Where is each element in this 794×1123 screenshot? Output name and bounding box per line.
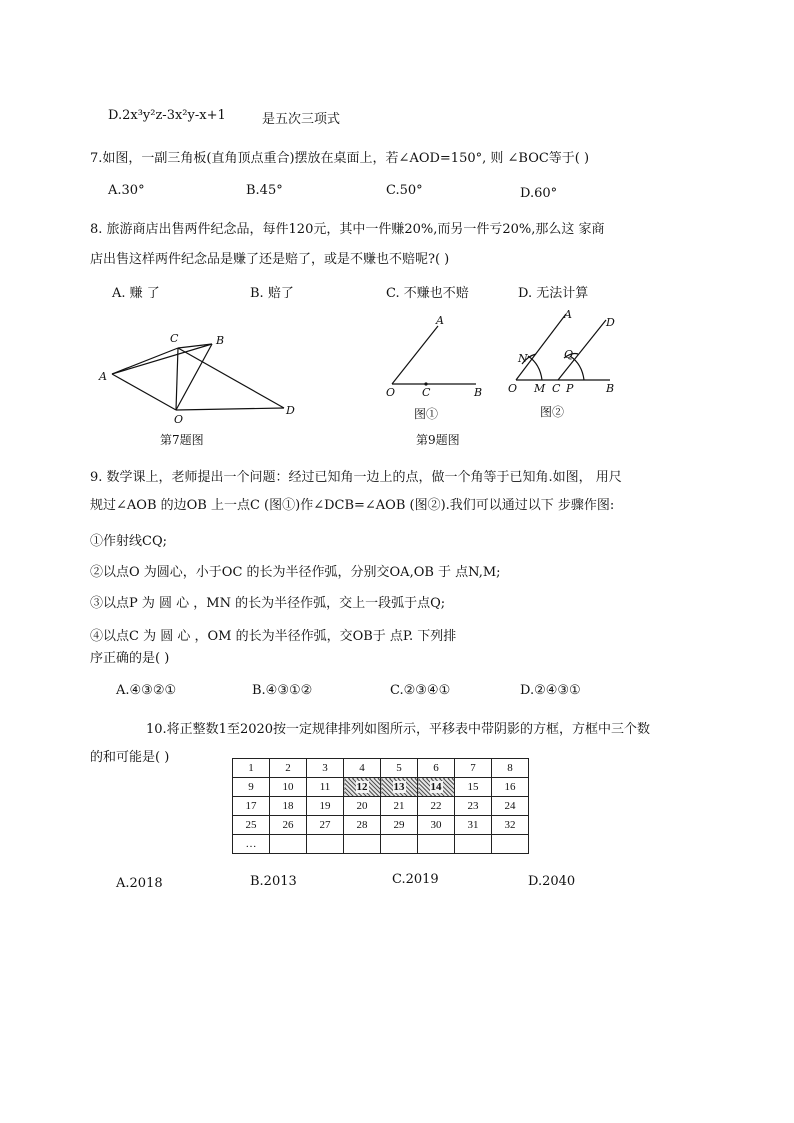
fig7-label-a: A bbox=[99, 370, 107, 383]
figure-7-triangles bbox=[96, 328, 306, 424]
q9-stem-line1: 9. 数学课上，老师提出一个问题：经过已知角一边上的点，做一个角等于已知角.如图， 用尺 bbox=[90, 470, 622, 485]
table-cell: 3 bbox=[307, 759, 344, 778]
q9-step-3: ③以点P 为 圆 心 ，MN 的长为半径作弧，交上一段弧于点Q; bbox=[90, 596, 446, 611]
table-row bbox=[233, 797, 529, 816]
q7-option-a: A.30° bbox=[108, 183, 145, 198]
fig9b-label-p: P bbox=[566, 382, 574, 395]
fig7-label-o: O bbox=[174, 413, 184, 424]
table-cell: 18 bbox=[270, 797, 307, 816]
fig9a-caption: 图① bbox=[414, 407, 439, 421]
table-cell bbox=[307, 835, 344, 854]
fig7-caption: 第7题图 bbox=[160, 433, 204, 447]
table-cell: 31 bbox=[455, 816, 492, 835]
table-cell: 32 bbox=[492, 816, 529, 835]
shaded-cell: 13 bbox=[381, 778, 418, 797]
table-cell bbox=[455, 835, 492, 854]
q10-option-c: C.2019 bbox=[392, 872, 439, 887]
fig9-caption: 第9题图 bbox=[416, 433, 460, 447]
q9-stem-line2: 规过∠AOB 的边OB 上一点C (图①)作∠DCB=∠AOB (图②).我们可以通过以下 步骤作图: bbox=[90, 498, 615, 513]
table-row bbox=[233, 816, 529, 835]
fig9b-caption: 图② bbox=[540, 405, 565, 419]
table-cell: 21 bbox=[381, 797, 418, 816]
number-table bbox=[232, 758, 529, 854]
fig7-label-b: B bbox=[216, 334, 225, 347]
table-cell bbox=[492, 835, 529, 854]
table-cell: 9 bbox=[233, 778, 270, 797]
table-cell: 7 bbox=[455, 759, 492, 778]
table-cell: 17 bbox=[233, 797, 270, 816]
q9-stem-end: 序正确的是( ) bbox=[90, 651, 170, 666]
table-cell: … bbox=[233, 835, 270, 854]
fig7-label-d: D bbox=[286, 404, 295, 417]
table-cell: 24 bbox=[492, 797, 529, 816]
fig7-label-c: C bbox=[170, 332, 179, 345]
table-cell bbox=[270, 835, 307, 854]
table-cell: 29 bbox=[381, 816, 418, 835]
q7-option-b: B.45° bbox=[246, 183, 283, 198]
table-cell: 11 bbox=[307, 778, 344, 797]
table-row bbox=[233, 835, 529, 854]
fig9b-label-b: B bbox=[606, 382, 615, 395]
q10-option-b: B.2013 bbox=[250, 874, 297, 889]
fig9b-label-a: A bbox=[564, 308, 572, 321]
table-cell bbox=[381, 835, 418, 854]
q8-stem-line2: 店出售这样两件纪念品是赚了还是赔了，或是不赚也不赔呢?( ) bbox=[90, 252, 450, 267]
q9-option-b: B.④③①② bbox=[252, 683, 313, 698]
figure-9-2-construction bbox=[506, 306, 626, 400]
table-cell: 4 bbox=[344, 759, 381, 778]
table-cell: 5 bbox=[381, 759, 418, 778]
table-cell: 19 bbox=[307, 797, 344, 816]
table-cell: 16 bbox=[492, 778, 529, 797]
table-cell: 26 bbox=[270, 816, 307, 835]
fig9b-label-m: M bbox=[534, 382, 546, 395]
table-cell: 25 bbox=[233, 816, 270, 835]
table-cell: 15 bbox=[455, 778, 492, 797]
q7-option-d: D.60° bbox=[520, 186, 558, 201]
q9-option-c: C.②③④① bbox=[390, 683, 451, 698]
q8-stem-line1: 8. 旅游商店出售两件纪念品，每件120元，其中一件赚20%,而另一件亏20%,那么这 家商 bbox=[90, 222, 605, 237]
table-cell: 2 bbox=[270, 759, 307, 778]
q7-option-c: C.50° bbox=[386, 183, 423, 198]
table-cell: 23 bbox=[455, 797, 492, 816]
q7-stem: 7.如图，一副三角板(直角顶点重合)摆放在桌面上，若∠AOD=150°, 则 ∠BOC等于( ) bbox=[90, 151, 590, 166]
shaded-cell: 12 bbox=[344, 778, 381, 797]
q8-option-d: D. 无法计算 bbox=[518, 286, 589, 301]
q6-option-d: D.2x³y²z-3x²y-x+1 bbox=[108, 108, 226, 123]
fig9a-label-o: O bbox=[386, 386, 396, 399]
table-cell: 28 bbox=[344, 816, 381, 835]
table-cell: 30 bbox=[418, 816, 455, 835]
q10-option-a: A.2018 bbox=[116, 876, 163, 891]
q8-option-b: B. 赔了 bbox=[250, 286, 294, 301]
table-cell: 20 bbox=[344, 797, 381, 816]
table-cell: 6 bbox=[418, 759, 455, 778]
q9-option-a: A.④③②① bbox=[116, 683, 177, 698]
table-cell: 1 bbox=[233, 759, 270, 778]
fig9b-label-c: C bbox=[552, 382, 561, 395]
table-cell bbox=[344, 835, 381, 854]
q9-step-2: ②以点O 为圆心，小于OC 的长为半径作弧，分别交OA,OB 于 点N,M; bbox=[90, 565, 501, 580]
q10-option-d: D.2040 bbox=[528, 874, 576, 889]
shaded-cell: 14 bbox=[418, 778, 455, 797]
q9-option-d: D.②④③① bbox=[520, 683, 581, 698]
q9-step-4: ④以点C 为 圆 心 ，OM 的长为半径作弧，交OB于 点P. 下列排 bbox=[90, 629, 457, 644]
table-cell: 8 bbox=[492, 759, 529, 778]
table-row bbox=[233, 778, 529, 797]
fig9b-label-n: N bbox=[518, 352, 528, 365]
table-row bbox=[233, 759, 529, 778]
fig9b-label-q: Q bbox=[564, 348, 574, 361]
fig9a-label-a: A bbox=[436, 314, 444, 327]
q6-option-d-note: 是五次三项式 bbox=[262, 112, 341, 127]
q10-stem-line1: 10.将正整数1至2020按一定规律排列如图所示，平移表中带阴影的方框，方框中三个数 bbox=[146, 722, 651, 737]
fig9a-label-c: C bbox=[422, 386, 431, 399]
fig9a-label-b: B bbox=[474, 386, 483, 399]
table-cell bbox=[418, 835, 455, 854]
figure-9-1-angle bbox=[382, 312, 492, 402]
q9-step-1: ①作射线CQ; bbox=[90, 534, 167, 549]
table-cell: 27 bbox=[307, 816, 344, 835]
q8-option-a: A. 赚 了 bbox=[112, 286, 160, 301]
q10-stem-line2: 的和可能是( ) bbox=[90, 750, 170, 765]
fig9b-label-o: O bbox=[508, 382, 518, 395]
fig9b-label-d: D bbox=[606, 316, 615, 329]
q8-option-c: C. 不赚也不赔 bbox=[386, 286, 469, 301]
table-cell: 22 bbox=[418, 797, 455, 816]
table-cell: 10 bbox=[270, 778, 307, 797]
